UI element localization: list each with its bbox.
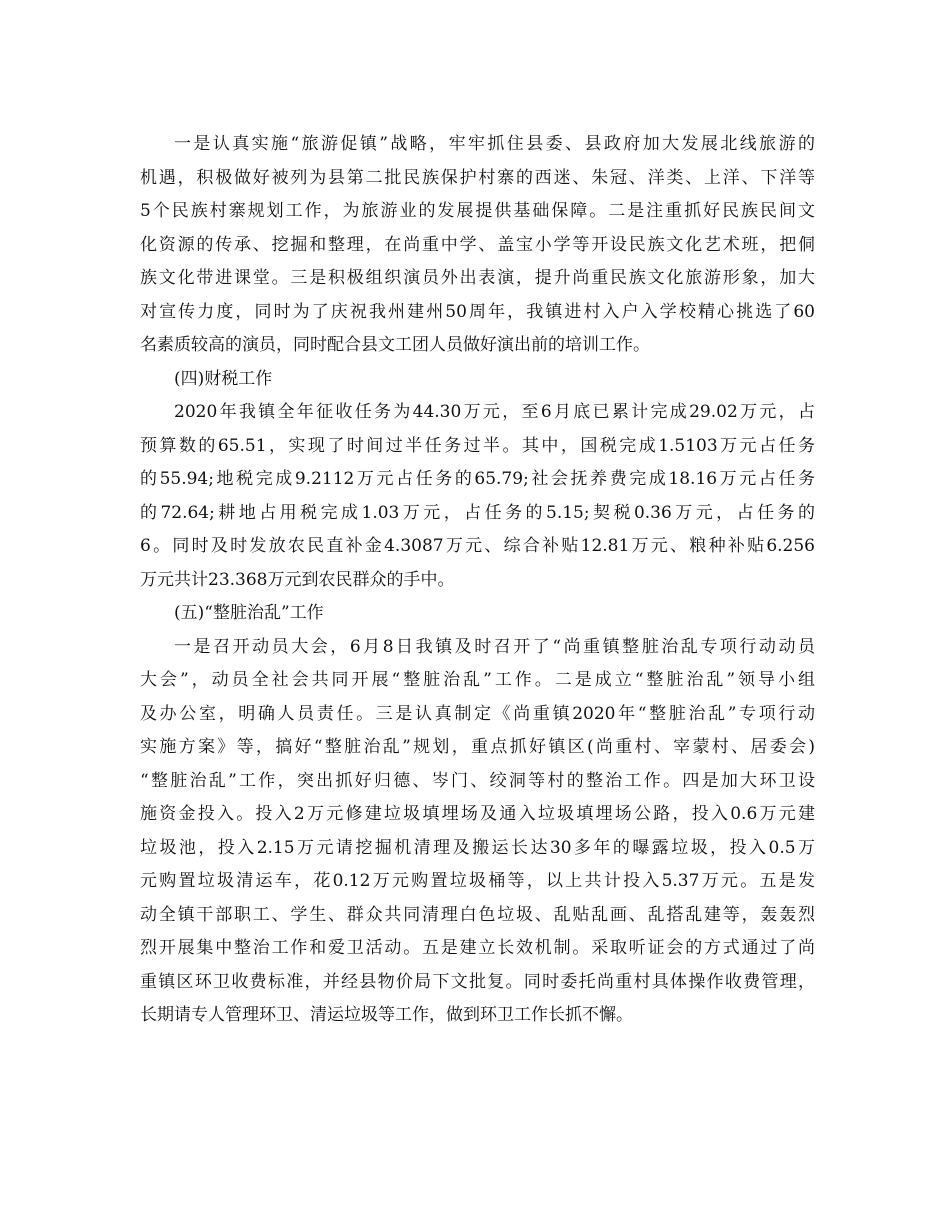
text-line: 及办公室，明确人员责任。三是认真制定《尚重镇2020年“整脏治乱”专项行动 [140, 703, 815, 724]
text-line: 一是认真实施“旅游促镇”战略，牢牢抓住县委、县政府加大发展北线旅游的 [174, 134, 815, 154]
text-line: 实施方案》等，搞好“整脏治乱”规划，重点抓好镇区(尚重村、宰蒙村、居委会) [140, 737, 815, 757]
text-line: 6。同时及时发放农民直补金4.3087万元、综合补贴12.81万元、粮种补贴6.256 [140, 536, 815, 556]
text-line: 垃圾池，投入2.15万元请挖掘机清理及搬运长达30多年的曝露垃圾，投入0.5万 [140, 837, 815, 858]
text-line: 族文化带进课堂。三是积极组织演员外出表演，提升尚重民族文化旅游形象，加大 [140, 268, 815, 288]
section-heading-finance [140, 363, 815, 397]
text-line: 元购置垃圾清运车，花0.12万元购置垃圾桶等，以上共计投入5.37万元。五是发 [140, 871, 815, 891]
text-line: 万元共计23.368万元到农民群众的手中。 [140, 569, 455, 590]
text-line: 一是召开动员大会，6月8日我镇及时召开了“尚重镇整脏治乱专项行动动员 [174, 636, 815, 657]
paragraph-tourism [140, 128, 815, 363]
text-line: 名素质较高的演员，同时配合县文工团人员做好演出前的培训工作。 [140, 335, 650, 355]
text-line: 化资源的传承、挖掘和整理，在尚重中学、盖宝小学等开设民族文化艺术班，把侗 [140, 234, 815, 255]
heading-text: (五)“整脏治乱”工作 [174, 603, 324, 623]
paragraph-cleanup [140, 631, 815, 1033]
text-line: 2020年我镇全年征收任务为44.30万元，至6月底已累计完成29.02万元，占 [174, 402, 815, 422]
text-line: 机遇，积极做好被列为县第二批民族保护村寨的西迷、朱冠、洋类、上洋、下洋等 [140, 167, 815, 188]
text-line: 的55.94;地税完成9.2112万元占任务的65.79;社会抚养费完成18.16万元占任务 [140, 469, 815, 489]
text-line: 5个民族村寨规划工作，为旅游业的发展提供基础保障。二是注重抓好民族民间文 [140, 201, 815, 221]
paragraph-finance [140, 396, 815, 597]
text-line: 预算数的65.51，实现了时间过半任务过半。其中，国税完成1.5103万元占任务 [140, 435, 815, 456]
text-line: 烈开展集中整治工作和爱卫活动。五是建立长效机制。采取听证会的方式通过了尚 [140, 938, 815, 958]
text-line: 动全镇干部职工、学生、群众共同清理白色垃圾、乱贴乱画、乱搭乱建等，轰轰烈 [140, 904, 815, 925]
text-line: 的72.64;耕地占用税完成1.03万元，占任务的5.15;契税0.36万元，占任务的 [140, 502, 815, 523]
text-line: 对宣传力度，同时为了庆祝我州建州50周年，我镇进村入户入学校精心挑选了60 [140, 301, 815, 322]
text-line: 长期请专人管理环卫、清运垃圾等工作，做到环卫工作长抓不懈。 [140, 1005, 633, 1025]
document-page [140, 128, 815, 1033]
heading-text: (四)财税工作 [174, 368, 273, 389]
section-heading-cleanup [140, 597, 815, 631]
text-line: 重镇区环卫收费标准，并经县物价局下文批复。同时委托尚重村具体操作收费管理， [140, 971, 815, 992]
text-line: 大会”，动员全社会共同开展“整脏治乱”工作。二是成立“整脏治乱”领导小组 [140, 670, 815, 690]
text-line: “整脏治乱”工作，突出抓好归德、岑门、绞洞等村的整治工作。四是加大环卫设 [140, 770, 815, 791]
text-line: 施资金投入。投入2万元修建垃圾填埋场及通入垃圾填埋场公路，投入0.6万元建 [140, 804, 815, 824]
